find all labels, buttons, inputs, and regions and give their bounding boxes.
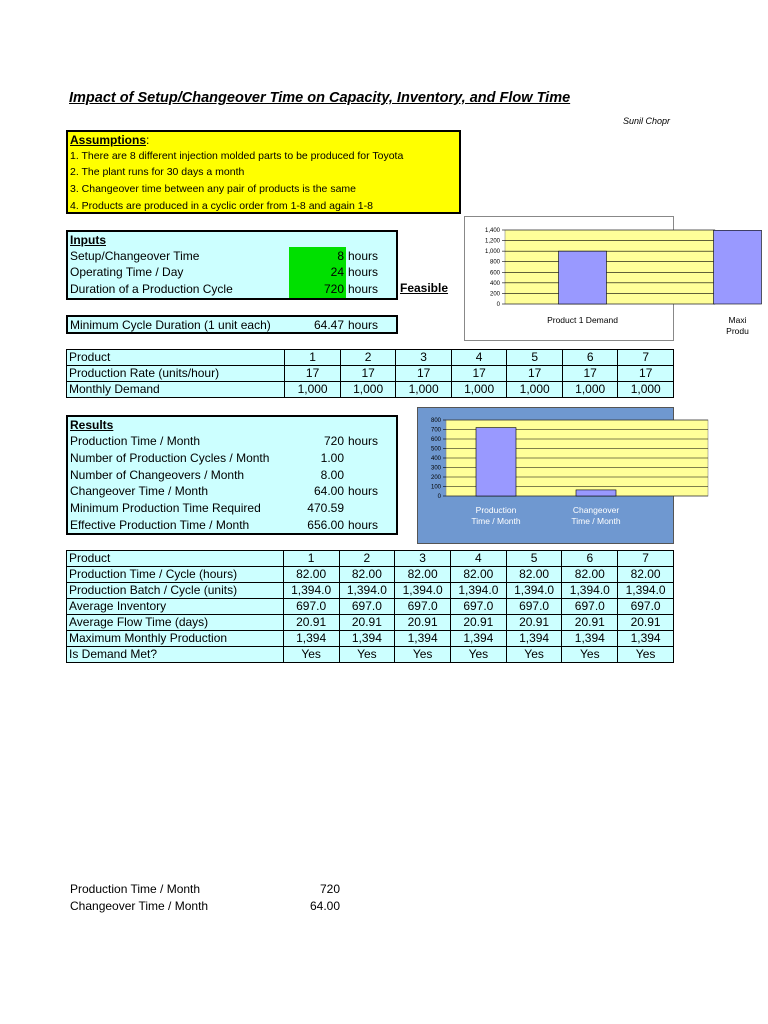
min-cycle-unit: hours: [348, 318, 379, 332]
output-table-cell: 20.91: [450, 615, 506, 631]
chart2-svg: [418, 408, 675, 545]
output-table-row: [67, 631, 674, 647]
output-table-row-label: Production Batch / Cycle (units): [67, 583, 284, 599]
output-table-cell: 1,394.0: [506, 583, 562, 599]
output-table-cell: 1,394: [506, 631, 562, 647]
output-table-cell: 1,394.0: [562, 583, 618, 599]
output-table-row: [67, 583, 674, 599]
output-table-row: [67, 647, 674, 663]
product-table-cell: 6: [562, 350, 618, 366]
output-table-row-label: Average Flow Time (days): [67, 615, 284, 631]
output-table-row-label: Maximum Monthly Production: [67, 631, 284, 647]
min-cycle-value: 64.47: [313, 318, 344, 332]
inputs-header: Inputs: [70, 233, 106, 247]
output-table-row-label: Average Inventory: [67, 599, 284, 615]
product-table-cell: 1,000: [340, 382, 396, 398]
output-table-cell: 7: [618, 551, 674, 567]
assumptions-colon: :: [146, 133, 150, 147]
output-table-row: [67, 551, 674, 567]
product-table-cell: 4: [451, 350, 507, 366]
tick-label: 300: [430, 465, 441, 472]
output-table-cell: 82.00: [339, 567, 395, 583]
category-label: Maxi: [728, 315, 747, 325]
result-label: Effective Production Time / Month: [70, 518, 250, 532]
output-table-row-label: Is Demand Met?: [67, 647, 284, 663]
output-table-row: [67, 615, 674, 631]
result-label: Number of Production Cycles / Month: [70, 450, 270, 465]
product-table-cell: 1,000: [451, 382, 507, 398]
result-value: 720: [323, 434, 344, 448]
output-table-cell: 1,394: [618, 631, 674, 647]
bar: [476, 428, 516, 496]
product-table-cell: 7: [618, 350, 674, 366]
output-table-row: [67, 567, 674, 583]
output-table-cell: 1,394.0: [283, 583, 339, 599]
product-table-row: [67, 350, 674, 366]
product-table-cell: 5: [507, 350, 563, 366]
output-table-cell: Yes: [339, 647, 395, 663]
chart-demand-vs-production: [464, 216, 749, 341]
result-label: Changeover Time / Month: [70, 484, 209, 499]
output-table-cell: 697.0: [618, 599, 674, 615]
output-table-cell: Yes: [450, 647, 506, 663]
product-table-row: [67, 382, 674, 398]
tick-label: 0: [496, 302, 500, 308]
output-table-cell: 20.91: [506, 615, 562, 631]
output-table-cell: 697.0: [395, 599, 451, 615]
setup-time-input[interactable]: 8: [337, 249, 344, 263]
output-table-cell: 4: [450, 551, 506, 567]
inputs-box: [66, 230, 398, 300]
output-table-row-label: Product: [67, 551, 284, 567]
product-table: [66, 349, 674, 398]
tick-label: 0: [437, 494, 441, 500]
product-table-cell: 17: [340, 366, 396, 382]
bar: [714, 230, 762, 304]
output-table-row-label: Production Time / Cycle (hours): [67, 567, 284, 583]
product-table-cell: 1,000: [562, 382, 618, 398]
product-table-cell: 17: [451, 366, 507, 382]
product-table-cell: 17: [285, 366, 341, 382]
output-table-cell: 20.91: [618, 615, 674, 631]
product-table-cell: 17: [396, 366, 452, 382]
product-table-cell: 1: [285, 350, 341, 366]
product-table-row: [67, 366, 674, 382]
tick-label: 1,400: [484, 228, 500, 234]
product-table-cell: 1,000: [396, 382, 452, 398]
footer-value: 64.00: [309, 899, 340, 913]
input-label: Setup/Changeover Time: [70, 249, 200, 263]
min-cycle-box: [66, 315, 398, 334]
assumptions-box: [66, 130, 461, 214]
product-table-cell: 17: [507, 366, 563, 382]
category-label: Time / Month: [471, 516, 521, 526]
output-table-cell: 1,394.0: [339, 583, 395, 599]
output-table-cell: 20.91: [562, 615, 618, 631]
output-table-cell: 1,394.0: [618, 583, 674, 599]
tick-label: 600: [489, 270, 500, 277]
footer-value: 720: [319, 882, 340, 896]
output-table-cell: 697.0: [506, 599, 562, 615]
output-table-cell: Yes: [395, 647, 451, 663]
output-table-cell: 3: [395, 551, 451, 567]
output-table-cell: 20.91: [395, 615, 451, 631]
assumption-item: 1. There are 8 different injection molded parts to be produced for Toyota: [70, 150, 404, 162]
output-table-cell: 1,394.0: [395, 583, 451, 599]
category-label: Production: [475, 505, 517, 515]
chart-time-breakdown: [417, 407, 674, 544]
product-table-cell: 17: [618, 366, 674, 382]
output-table-cell: 1,394: [339, 631, 395, 647]
input-unit: hours: [348, 249, 379, 263]
cycle-duration-input[interactable]: 720: [323, 282, 344, 296]
output-table-cell: 697.0: [562, 599, 618, 615]
input-label: Operating Time / Day: [70, 265, 184, 279]
product-table-row-label: Production Rate (units/hour): [67, 366, 285, 382]
output-table-cell: 697.0: [450, 599, 506, 615]
tick-label: 600: [430, 437, 441, 443]
bar: [576, 490, 616, 496]
assumption-item: 2. The plant runs for 30 days a month: [70, 166, 245, 178]
result-value: 656.00: [307, 518, 344, 532]
min-cycle-label: Minimum Cycle Duration (1 unit each): [70, 318, 271, 332]
result-label: Minimum Production Time Required: [70, 501, 261, 516]
output-table-cell: 1,394: [450, 631, 506, 647]
output-table-cell: 20.91: [283, 615, 339, 631]
output-table-cell: 1,394: [395, 631, 451, 647]
footer-label: Changeover Time / Month: [70, 899, 209, 913]
assumption-item: 3. Changeover time between any pair of products is the same: [70, 183, 356, 195]
product-table-cell: 3: [396, 350, 452, 366]
output-table-cell: 82.00: [450, 567, 506, 583]
output-table-cell: 82.00: [395, 567, 451, 583]
result-value: 8.00: [320, 467, 344, 482]
output-table-cell: 1: [283, 551, 339, 567]
product-table-cell: 17: [562, 366, 618, 382]
author-name: Sunil Chopr: [623, 116, 671, 126]
results-header: Results: [70, 418, 114, 432]
assumptions-header: Assumptions: [70, 133, 147, 147]
output-table-cell: 1,394.0: [450, 583, 506, 599]
page-title: Impact of Setup/Changeover Time on Capacity, Inventory, and Flow Time: [69, 90, 571, 106]
tick-label: 1,200: [484, 238, 500, 245]
tick-label: 200: [430, 475, 441, 481]
result-label: Production Time / Month: [70, 434, 201, 448]
result-label: Number of Changeovers / Month: [70, 467, 245, 482]
output-table-cell: 697.0: [339, 599, 395, 615]
result-unit: hours: [348, 484, 379, 499]
output-table-cell: Yes: [506, 647, 562, 663]
tick-label: 400: [489, 280, 500, 287]
output-table-cell: Yes: [283, 647, 339, 663]
output-table-cell: 82.00: [562, 567, 618, 583]
tick-label: 800: [430, 418, 441, 424]
tick-label: 400: [430, 456, 441, 462]
product-table-cell: 1,000: [507, 382, 563, 398]
output-table-row: [67, 599, 674, 615]
plot-area: [505, 230, 715, 304]
tick-label: 200: [489, 291, 500, 298]
output-table-cell: Yes: [618, 647, 674, 663]
output-table: [66, 550, 674, 663]
product-table-cell: 1,000: [285, 382, 341, 398]
output-table-cell: 1,394: [283, 631, 339, 647]
input-unit: hours: [348, 265, 379, 279]
product-table-wrap: [66, 349, 674, 400]
result-value: 64.00: [313, 484, 344, 499]
tick-label: 700: [430, 427, 441, 434]
feasibility-status: Feasible: [400, 281, 449, 295]
tick-label: 1,000: [484, 249, 500, 256]
output-table-cell: 2: [339, 551, 395, 567]
result-unit: hours: [348, 518, 379, 532]
product-table-cell: 2: [340, 350, 396, 366]
input-label: Duration of a Production Cycle: [70, 282, 233, 296]
output-table-cell: 82.00: [506, 567, 562, 583]
category-label: Product 1 Demand: [547, 315, 618, 325]
result-value: 1.00: [320, 450, 344, 465]
tick-label: 100: [430, 484, 441, 491]
output-table-wrap: [66, 550, 674, 670]
product-table-row-label: Monthly Demand: [67, 382, 285, 398]
output-table-cell: 82.00: [618, 567, 674, 583]
tick-label: 500: [430, 446, 441, 453]
result-value: 470.59: [307, 501, 344, 516]
product-table-row-label: Product: [67, 350, 285, 366]
output-table-cell: 82.00: [283, 567, 339, 583]
bar: [559, 251, 607, 304]
results-box: [66, 415, 398, 535]
output-table-cell: Yes: [562, 647, 618, 663]
result-unit: hours: [348, 434, 379, 448]
output-table-cell: 697.0: [283, 599, 339, 615]
operating-time-input[interactable]: 24: [330, 265, 344, 279]
output-table-cell: 5: [506, 551, 562, 567]
tick-label: 800: [489, 259, 500, 266]
product-table-cell: 1,000: [618, 382, 674, 398]
footer-label: Production Time / Month: [70, 882, 201, 896]
chart1-svg: [465, 217, 749, 342]
category-label: Time / Month: [571, 516, 621, 526]
input-unit: hours: [348, 282, 379, 296]
category-label: Produ: [726, 326, 749, 336]
category-label: Changeover: [572, 505, 620, 515]
output-table-cell: 6: [562, 551, 618, 567]
output-table-cell: 20.91: [339, 615, 395, 631]
output-table-cell: 1,394: [562, 631, 618, 647]
assumption-item: 4. Products are produced in a cyclic order from 1-8 and again 1-8: [70, 200, 373, 212]
